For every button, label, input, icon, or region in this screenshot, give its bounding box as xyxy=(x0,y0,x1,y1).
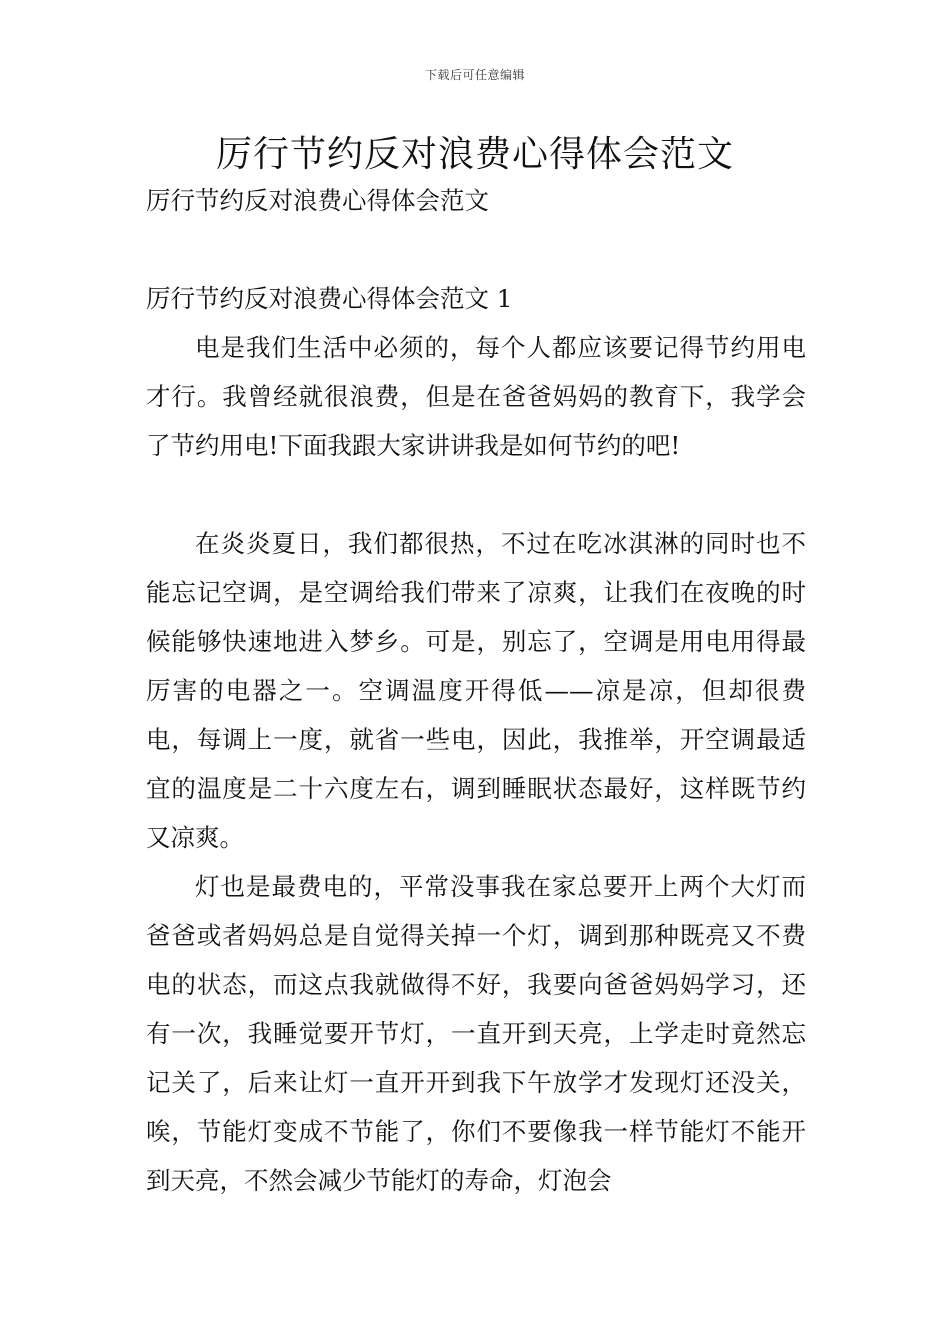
document-body xyxy=(146,176,806,1205)
document-subtitle: 厉行节约反对浪费心得体会范文 xyxy=(146,186,489,215)
header-note: 下载后可任意编辑 xyxy=(424,68,525,82)
paragraph: 在炎炎夏日，我们都很热，不过在吃冰淇淋的同时也不能忘记空调，是空调给我们带来了凉爽，让我们在夜晚的时候能够快速地进入梦乡。可是，别忘了，空调是用电用得最厉害的电器之一。空调温度开得低——凉是凉，但却很费电，每调上一度，就省一些电，因此，我推举，开空调最适宜的温度是二十六度左右，调到睡眠状态最好，这样既节约又凉爽。 xyxy=(146,529,806,852)
section-heading: 厉行节约反对浪费心得体会范文 1 xyxy=(146,284,513,313)
paragraph: 电是我们生活中必须的，每个人都应该要记得节约用电才行。我曾经就很浪费，但是在爸爸妈妈的教育下，我学会了节约用电!下面我跟大家讲讲我是如何节约的吧! xyxy=(146,333,806,460)
paragraph: 灯也是最费电的，平常没事我在家总要开上两个大灯而爸爸或者妈妈总是自觉得关掉一个灯，调到那种既亮又不费电的状态，而这点我就做得不好，我要向爸爸妈妈学习，还有一次，我睡觉要开节灯，一直开到天亮，上学走时竟然忘记关了，后来让灯一直开开到我下午放学才发现灯还没关，唉，节能灯变成不节能了，你们不要像我一样节能灯不能开到天亮，不然会减少节能灯的寿命，灯泡会 xyxy=(146,872,806,1195)
document-title: 厉行节约反对浪费心得体会范文 xyxy=(215,134,734,175)
